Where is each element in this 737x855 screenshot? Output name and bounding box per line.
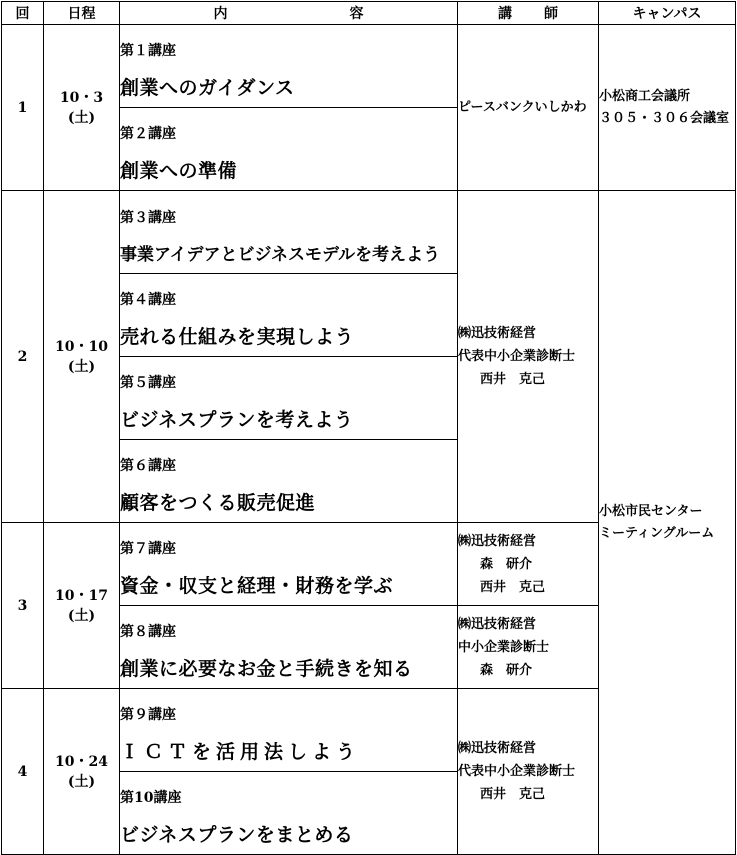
session-date <box>44 191 120 523</box>
date-text: 10・3 <box>59 89 104 106</box>
lecture-cell <box>120 357 458 440</box>
lecture-cell <box>120 689 458 772</box>
day-text: (土) <box>67 109 96 126</box>
lecture-number: 第２講座 <box>120 126 176 142</box>
table-row <box>2 191 736 274</box>
header-koushi-label: 講師 <box>498 6 558 22</box>
lecture-title: ＩＣＴを活用法しよう <box>120 741 361 763</box>
header-nittei: 日程 <box>44 2 120 25</box>
session-number: 3 <box>2 523 44 689</box>
campus-room: ミーティングルーム <box>599 525 715 541</box>
lecture-title: 売れる仕組みを実現しよう <box>120 326 355 348</box>
lecture-number: 第４講座 <box>120 292 176 308</box>
date-text: 10・17 <box>55 587 108 604</box>
lecture-title: 事業アイデアとビジネスモデルを考えよう <box>120 245 441 265</box>
instructor-cell <box>458 191 599 523</box>
lecture-number: 第５講座 <box>120 375 176 391</box>
lecture-number: 第７講座 <box>120 541 176 557</box>
header-naiyo <box>120 2 458 25</box>
instructor-company: ㈱迅技術経営 <box>458 533 537 549</box>
instructor-name: 西井 克己 <box>480 372 546 387</box>
day-text: (土) <box>67 607 96 624</box>
header-naiyo-label: 内容 <box>213 6 364 22</box>
header-kai: 回 <box>2 2 44 25</box>
lecture-title: 顧客をつくる販売促進 <box>120 492 316 514</box>
campus-room: ３０５・３０６会議室 <box>599 110 730 126</box>
instructor-cell <box>458 523 599 606</box>
date-text: 10・24 <box>55 753 108 770</box>
session-number: 4 <box>2 689 44 855</box>
lecture-number: 第10講座 <box>120 790 182 806</box>
instructor-cell <box>458 606 599 689</box>
lecture-cell <box>120 108 458 191</box>
session-date <box>44 689 120 855</box>
instructor-name: 森 研介 <box>480 662 533 678</box>
lecture-title: 資金・収支と経理・財務を学ぶ <box>120 575 394 597</box>
instructor-company: ㈱迅技術経営 <box>458 616 537 632</box>
header-campus: キャンパス <box>599 2 736 25</box>
lecture-cell <box>120 274 458 357</box>
day-text: (土) <box>67 358 96 375</box>
instructor-name: 西井 克己 <box>480 579 546 595</box>
campus-cell <box>599 25 736 191</box>
instructor-title: 中小企業診断士 <box>458 639 550 655</box>
lecture-cell <box>120 523 458 606</box>
day-text: (土) <box>67 773 96 790</box>
instructor-line: ピースバンクいしかわ <box>458 100 587 115</box>
instructor-cell <box>458 689 599 855</box>
header-row <box>2 2 736 25</box>
instructor-name: 西井 克己 <box>480 787 546 802</box>
lecture-title: 創業へのガイダンス <box>120 77 295 99</box>
lecture-cell <box>120 191 458 274</box>
lecture-title: 創業に必要なお金と手続きを知る <box>120 658 413 680</box>
campus-cell <box>599 191 736 855</box>
lecture-title: ビジネスプランを考えよう <box>120 409 354 431</box>
instructor-title: 代表中小企業診断士 <box>458 349 576 364</box>
campus-name: 小松商工会議所 <box>599 88 691 104</box>
schedule-table <box>1 1 736 855</box>
header-koushi <box>458 2 599 25</box>
instructor-cell <box>458 25 599 191</box>
lecture-cell <box>120 772 458 855</box>
lecture-title: ビジネスプランをまとめる <box>120 824 354 846</box>
lecture-title: 創業への準備 <box>120 160 238 182</box>
lecture-number: 第１講座 <box>120 43 176 59</box>
date-text: 10・10 <box>55 338 108 355</box>
lecture-cell <box>120 440 458 523</box>
lecture-cell <box>120 606 458 689</box>
instructor-name: 森 研介 <box>480 556 533 572</box>
instructor-company: ㈱迅技術経営 <box>458 741 537 756</box>
lecture-number: 第８講座 <box>120 624 176 640</box>
campus-name: 小松市民センター <box>599 503 703 519</box>
instructor-company: ㈱迅技術経営 <box>458 326 537 341</box>
session-date <box>44 523 120 689</box>
lecture-number: 第３講座 <box>120 210 176 226</box>
lecture-number: 第６講座 <box>120 458 176 474</box>
session-date <box>44 25 120 191</box>
lecture-number: 第９講座 <box>120 707 176 723</box>
instructor-title: 代表中小企業診断士 <box>458 764 576 779</box>
session-number: 1 <box>2 25 44 191</box>
table-row <box>2 25 736 108</box>
session-number: 2 <box>2 191 44 523</box>
lecture-cell <box>120 25 458 108</box>
